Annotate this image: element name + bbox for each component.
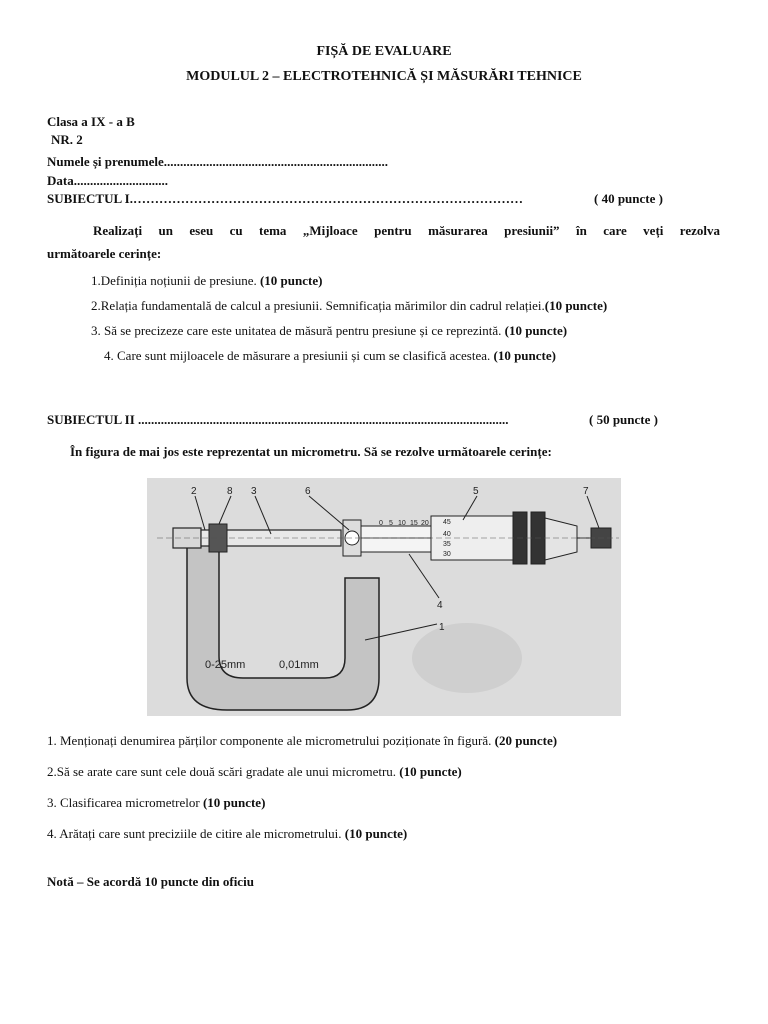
ratchet-body-shape (545, 518, 577, 560)
item-points: (10 puncte) (202, 795, 266, 810)
subject-1-points: ( 40 puncte ) (594, 191, 663, 206)
item-points: (10 puncte) (504, 323, 568, 338)
label-8: 8 (227, 486, 233, 497)
label-5: 5 (473, 486, 479, 497)
item-points: (20 puncte) (494, 733, 558, 748)
label-6: 6 (305, 486, 311, 497)
scale-0: 0 (379, 520, 383, 527)
item-text: 4. Arătați care sunt preciziile de citire ale micrometrului. (47, 826, 342, 841)
drum-30: 30 (443, 551, 451, 558)
subject-2-item-4 (47, 826, 407, 842)
subject-1-item-3 (91, 323, 567, 339)
subject-2-item-3 (47, 795, 265, 811)
subject-1-intro: Realizați un eseu cu tema „Mijloace pentru măsurarea presiunii” în care veți rezolva (93, 223, 720, 238)
scale-10: 10 (398, 520, 406, 527)
item-points: (10 puncte) (493, 348, 556, 363)
label-4: 4 (437, 600, 443, 611)
item-points: (10 puncte) (259, 273, 323, 288)
item-points: (10 puncte) (544, 298, 608, 313)
document-subtitle: MODULUL 2 – ELECTROTEHNICĂ ȘI MĂSURĂRI TEHNICE (186, 69, 582, 84)
subject-1-heading: SUBIECTUL I.……………………………………………………………………………… (47, 191, 523, 206)
subject-2-item-1 (47, 733, 557, 749)
micrometer-drawing (147, 478, 621, 716)
micrometer-figure (147, 478, 621, 716)
label-3: 3 (251, 486, 257, 497)
subject-1-item-4 (104, 348, 556, 364)
item-text: 2.Relația fundamentală de calcul a presiunii. Semnificația mărimilor din cadrul relației. (91, 298, 545, 313)
item-points: (10 puncte) (399, 764, 462, 779)
item-text: 3. Clasificarea micrometrelor (47, 795, 200, 810)
scale-5: 5 (389, 520, 393, 527)
date-field: Data............................. (47, 173, 168, 188)
drum-40: 40 (443, 531, 451, 538)
item-text: 4. Care sunt mijloacele de măsurare a presiunii și cum se clasifică acestea. (104, 348, 491, 363)
subject-1-intro-cont: următoarele cerințe: (47, 246, 162, 261)
item-text: 3. Să se precizeze care este unitatea de măsură pentru presiune și ce reprezintă. (91, 323, 502, 338)
document-title: FIȘĂ DE EVALUARE (316, 44, 452, 59)
subject-2-points: ( 50 puncte ) (589, 412, 658, 427)
subject-1-item-2 (91, 298, 607, 314)
item-text: 1.Definiția noțiunii de presiune. (91, 273, 257, 288)
range-text: 0-25mm (205, 659, 246, 671)
item-points: (10 puncte) (344, 826, 408, 841)
scale-20: 20 (421, 520, 429, 527)
drum-35: 35 (443, 541, 451, 548)
drum-45: 45 (443, 519, 451, 526)
sleeve-shape (361, 526, 431, 552)
item-text: 1. Menționați denumirea părților componente ale micrometrului poziționate în figură. (47, 733, 492, 748)
class-info: Clasa a IX - a B (47, 114, 135, 129)
subject-1-item-1 (91, 273, 322, 289)
background-smudge (412, 623, 522, 693)
note: Notă – Se acordă 10 puncte din oficiu (47, 874, 254, 889)
number-info: NR. 2 (51, 132, 83, 147)
item-text: 2.Să se arate care sunt cele două scări gradate ale unui micrometru. (47, 764, 397, 779)
name-field: Numele și prenumele..................................................................... (47, 154, 388, 169)
subject-2-intro: În figura de mai jos este reprezentat un micrometru. Să se rezolve următoarele cerințe: (70, 444, 552, 459)
label-1: 1 (439, 622, 445, 633)
label-2: 2 (191, 486, 197, 497)
subject-2-item-2 (47, 764, 462, 780)
subject-2-heading: SUBIECTUL II .................................................................................................................. (47, 412, 509, 427)
label-7: 7 (583, 486, 589, 497)
scale-15: 15 (410, 520, 418, 527)
resolution-text: 0,01mm (279, 659, 319, 671)
